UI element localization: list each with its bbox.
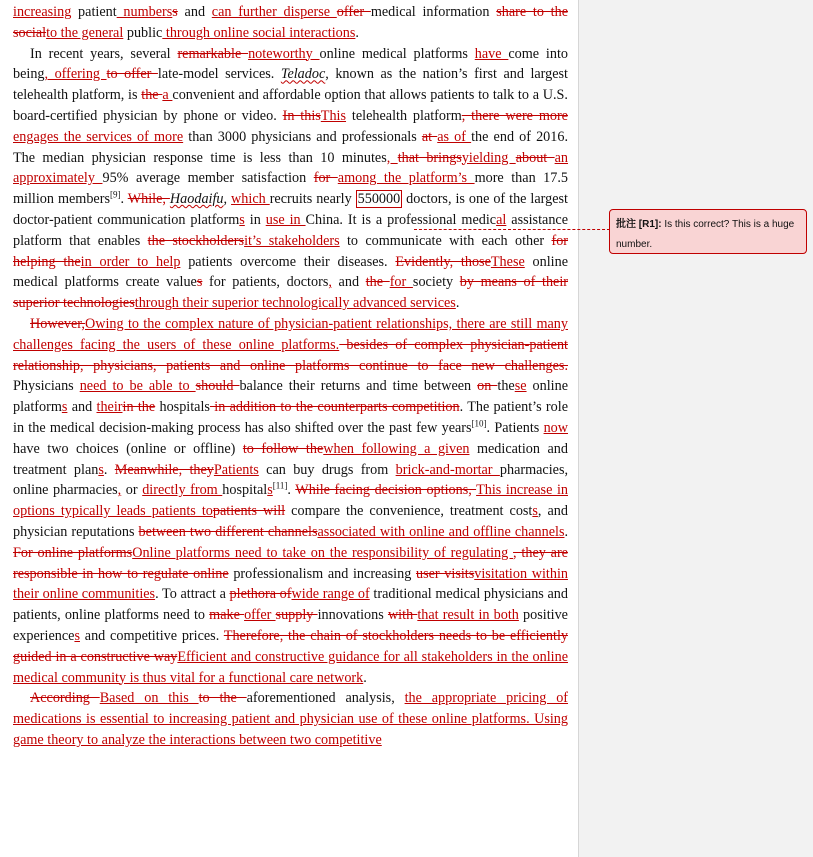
text-run: balance their returns and time between — [239, 378, 478, 395]
comment-balloon[interactable] — [609, 209, 807, 254]
inserted-text: This increase in options typically leads patients to — [13, 482, 568, 520]
comment-connector — [414, 229, 610, 231]
inserted-text: Owing to the complex nature of physician-patient relationships, there are still many challenges facing the users of these online platforms. — [13, 315, 568, 353]
inserted-text: Online platforms need to take on the responsibility of regulating — [132, 544, 514, 561]
inserted-text: through online social interactions — [162, 24, 356, 41]
text-run: innovations — [317, 607, 388, 624]
text-run: in — [244, 211, 266, 228]
text-run: . The patient’s role in the medical decision-making process has also shifted over the past few years — [13, 399, 568, 436]
text-run: can buy drugs from — [258, 461, 396, 478]
deleted-text: patients will — [212, 503, 286, 520]
comment-label: 批注 — [616, 219, 636, 230]
paragraph-1 — [13, 44, 568, 314]
inserted-text: s — [239, 211, 245, 228]
text-run: . — [455, 295, 460, 312]
deleted-text: should — [195, 378, 240, 395]
inserted-text: directly from — [142, 482, 223, 499]
inserted-text: for — [389, 274, 413, 291]
italic-name: Haodaifu — [169, 191, 224, 208]
deleted-text: the — [141, 87, 163, 104]
text-run: . — [287, 482, 296, 499]
inserted-text: s — [61, 399, 68, 416]
deleted-text: share to the social — [13, 4, 568, 41]
document-body[interactable] — [13, 0, 568, 751]
inserted-text: engages the services of more — [13, 128, 184, 145]
text-run: and — [67, 399, 97, 416]
text-run: hospital — [222, 482, 268, 499]
text-run: and — [177, 4, 212, 20]
text-run: , and physician reputations — [13, 503, 568, 540]
text-run: telehealth platform — [346, 107, 462, 124]
text-run: professionalism and increasing — [228, 565, 416, 582]
paragraph-2 — [13, 314, 568, 688]
inserted-text: offer — [244, 607, 276, 624]
inserted-text: numbers — [116, 4, 173, 20]
text-run: . — [120, 191, 128, 208]
text-run: online medical platforms — [319, 45, 475, 62]
text-run: China. It is a professional medic — [305, 211, 497, 228]
inserted-text: Efficient and constructive guidance for all stakeholders in the online medical community is thus vital for a functional care network — [13, 648, 569, 686]
inserted-text: when following a given — [323, 440, 470, 457]
comment-margin — [578, 0, 813, 857]
inserted-text: use in — [265, 211, 306, 228]
inserted-text: s — [267, 482, 273, 499]
text-run: to communicate with each other — [339, 232, 552, 249]
inserted-text: , — [328, 274, 332, 291]
inserted-text: it’s stakeholders — [244, 232, 340, 249]
text-run: late-model services. — [157, 66, 281, 83]
text-run: patients overcome their diseases. — [180, 253, 396, 270]
deleted-text: However, — [30, 315, 85, 332]
text-run: or — [121, 482, 143, 499]
deleted-text: For online platforms — [13, 544, 133, 561]
comment-text: Is this correct? This is a huge number. — [616, 219, 795, 250]
inserted-text: their — [96, 399, 123, 416]
inserted-text: This — [320, 107, 347, 124]
deleted-text: Meanwhile, they — [114, 461, 214, 478]
text-run: convenient and affordable option that allows patients to talk to a U.S. board-certified physician by phone or video. — [13, 87, 568, 124]
inserted-text: visitation within their online communities — [13, 565, 568, 603]
inserted-text: wide range of — [291, 586, 370, 603]
text-run: compare the convenience, treatment cost — [285, 503, 533, 520]
text-run: online medical platforms create value — [13, 253, 569, 291]
deleted-text: offer — [336, 4, 371, 20]
inserted-text: that result in both — [417, 607, 519, 624]
text-run: Physicians — [13, 378, 80, 395]
inserted-text: among the platform’s — [337, 170, 475, 187]
inserted-text: to the general — [46, 24, 124, 41]
citation-superscript: [10] — [471, 418, 487, 429]
inserted-text: now — [543, 419, 568, 436]
deleted-text: for helping the — [13, 232, 569, 270]
deleted-text: that brings — [397, 149, 462, 166]
deleted-text: on — [477, 378, 498, 395]
comment-anchor[interactable]: 550000 — [357, 191, 401, 208]
deleted-text: While facing decision options, — [295, 482, 477, 499]
text-run: public — [123, 24, 163, 41]
deleted-text: at — [421, 128, 438, 145]
inserted-text: s — [532, 503, 538, 520]
inserted-text: brick-and-mortar — [395, 461, 500, 478]
inserted-text: se — [514, 378, 527, 395]
inserted-text: , offering — [44, 66, 107, 83]
text-run: society — [412, 274, 460, 291]
text-run: In recent years, several — [30, 45, 178, 62]
inserted-text: as of — [437, 128, 472, 145]
inserted-text: , — [386, 149, 398, 166]
text-run: and — [331, 274, 366, 291]
text-run: come into being — [13, 45, 568, 83]
inserted-text: in order to help — [80, 253, 181, 270]
text-run: aforementioned analysis, — [246, 690, 405, 707]
deleted-text: in addition to the counterparts competition — [209, 399, 460, 416]
inserted-text: Based on this — [99, 690, 199, 707]
text-run: positive experience — [13, 607, 568, 644]
deleted-text: the stockholders — [147, 232, 245, 249]
inserted-text: increasing — [13, 4, 72, 20]
text-run: patient — [71, 4, 117, 20]
deleted-text: to offer — [106, 66, 158, 83]
text-run: online platform — [13, 378, 569, 416]
inserted-text: Patients — [213, 461, 259, 478]
text-run: . — [355, 24, 359, 41]
text-run: , known as the nation’s first and largest telehealth platform, is — [13, 66, 568, 104]
deleted-text: to the — [198, 690, 247, 707]
inserted-text: a — [162, 87, 173, 104]
text-run: the — [497, 378, 515, 395]
inserted-text: which — [231, 191, 270, 208]
deleted-text: While, — [127, 191, 170, 208]
inserted-text: can further disperse — [211, 4, 337, 20]
deleted-text: , there were more — [461, 107, 568, 124]
deleted-text: plethora of — [229, 586, 292, 603]
deleted-text: s — [196, 274, 203, 291]
inserted-text: an approximately — [13, 149, 569, 187]
deleted-text: s — [172, 4, 178, 20]
deleted-text: Evidently, those — [395, 253, 491, 270]
text-run: assistance platform that enables — [13, 211, 569, 249]
inserted-text: yielding — [461, 149, 516, 166]
deleted-text: between two different channels — [138, 523, 318, 540]
inserted-text: need to be able to — [79, 378, 196, 395]
deleted-text: besides of complex physician-patient relationship, physicians, patients and online platforms continue to face new challenges. — [13, 336, 568, 374]
deleted-text: In this — [282, 107, 321, 124]
deleted-text: remarkable — [177, 45, 249, 62]
deleted-text: to follow the — [242, 440, 324, 457]
inserted-text: associated with online and offline channels — [317, 523, 565, 540]
text-run: . To attract a — [155, 586, 230, 603]
text-run: . — [103, 461, 115, 478]
inserted-text: al — [496, 211, 507, 228]
text-run: medication and treatment plan — [13, 440, 568, 478]
deleted-text: for — [313, 170, 338, 187]
italic-name: Teladoc — [280, 66, 326, 83]
text-run: more than 17.5 million members — [13, 170, 569, 208]
text-run: pharmacies, online pharmacies — [13, 461, 569, 499]
text-run: 95% average member satisfaction — [102, 170, 314, 187]
text-run: traditional medical physicians and patients, online platforms need to — [13, 586, 568, 624]
text-run: than 3000 physicians and professionals — [183, 128, 422, 145]
citation-superscript: [9] — [109, 189, 121, 200]
text-run: hospitals — [155, 399, 210, 416]
deleted-text: user visits — [415, 565, 475, 582]
text-run: . — [363, 669, 367, 686]
deleted-text: , they are responsible in how to regulate online — [13, 544, 568, 582]
inserted-text: noteworthy — [248, 45, 320, 62]
inserted-text: the appropriate pricing of medications is essential to increasing patient and physician use of these online platforms. Using game theory to analyze the interactions between two competitive — [13, 690, 569, 748]
inserted-text: s — [98, 461, 104, 478]
text-run: doctors, is one of the largest doctor-patient communication platform — [13, 191, 568, 228]
inserted-text: , — [117, 482, 122, 499]
text-run: and competitive prices. — [79, 627, 224, 644]
paragraph-0 — [13, 2, 568, 44]
paragraph-3 — [13, 688, 568, 750]
deleted-text: supply — [275, 607, 318, 624]
text-run: , — [223, 191, 232, 208]
deleted-text: Therefore, the chain of stockholders needs to be efficiently guided in a constructive way — [13, 627, 568, 665]
text-run: have two choices (online or offline) — [13, 440, 243, 457]
citation-superscript: [11] — [272, 480, 288, 491]
text-run: recruits nearly — [269, 191, 356, 208]
text-run: for patients, doctors — [202, 274, 329, 291]
inserted-text: s — [74, 627, 80, 644]
deleted-text: about — [515, 149, 555, 166]
inserted-text: through their superior technologically advanced services — [134, 295, 456, 312]
inserted-text: have — [474, 45, 509, 62]
deleted-text: by means of their superior technologies — [13, 274, 569, 312]
deleted-text: the — [365, 274, 390, 291]
deleted-text: in the — [122, 399, 156, 416]
comment-ref: [R1]: — [638, 219, 662, 230]
text-run: the end of 2016. The median physician response time is less than 10 minutes — [13, 128, 569, 166]
text-run: medical information — [370, 4, 497, 20]
text-run: . Patients — [486, 419, 544, 436]
text-run: . — [564, 523, 569, 540]
deleted-text: According — [30, 690, 100, 707]
inserted-text: These — [490, 253, 525, 270]
deleted-text: with — [387, 607, 418, 624]
deleted-text: make — [209, 607, 245, 624]
